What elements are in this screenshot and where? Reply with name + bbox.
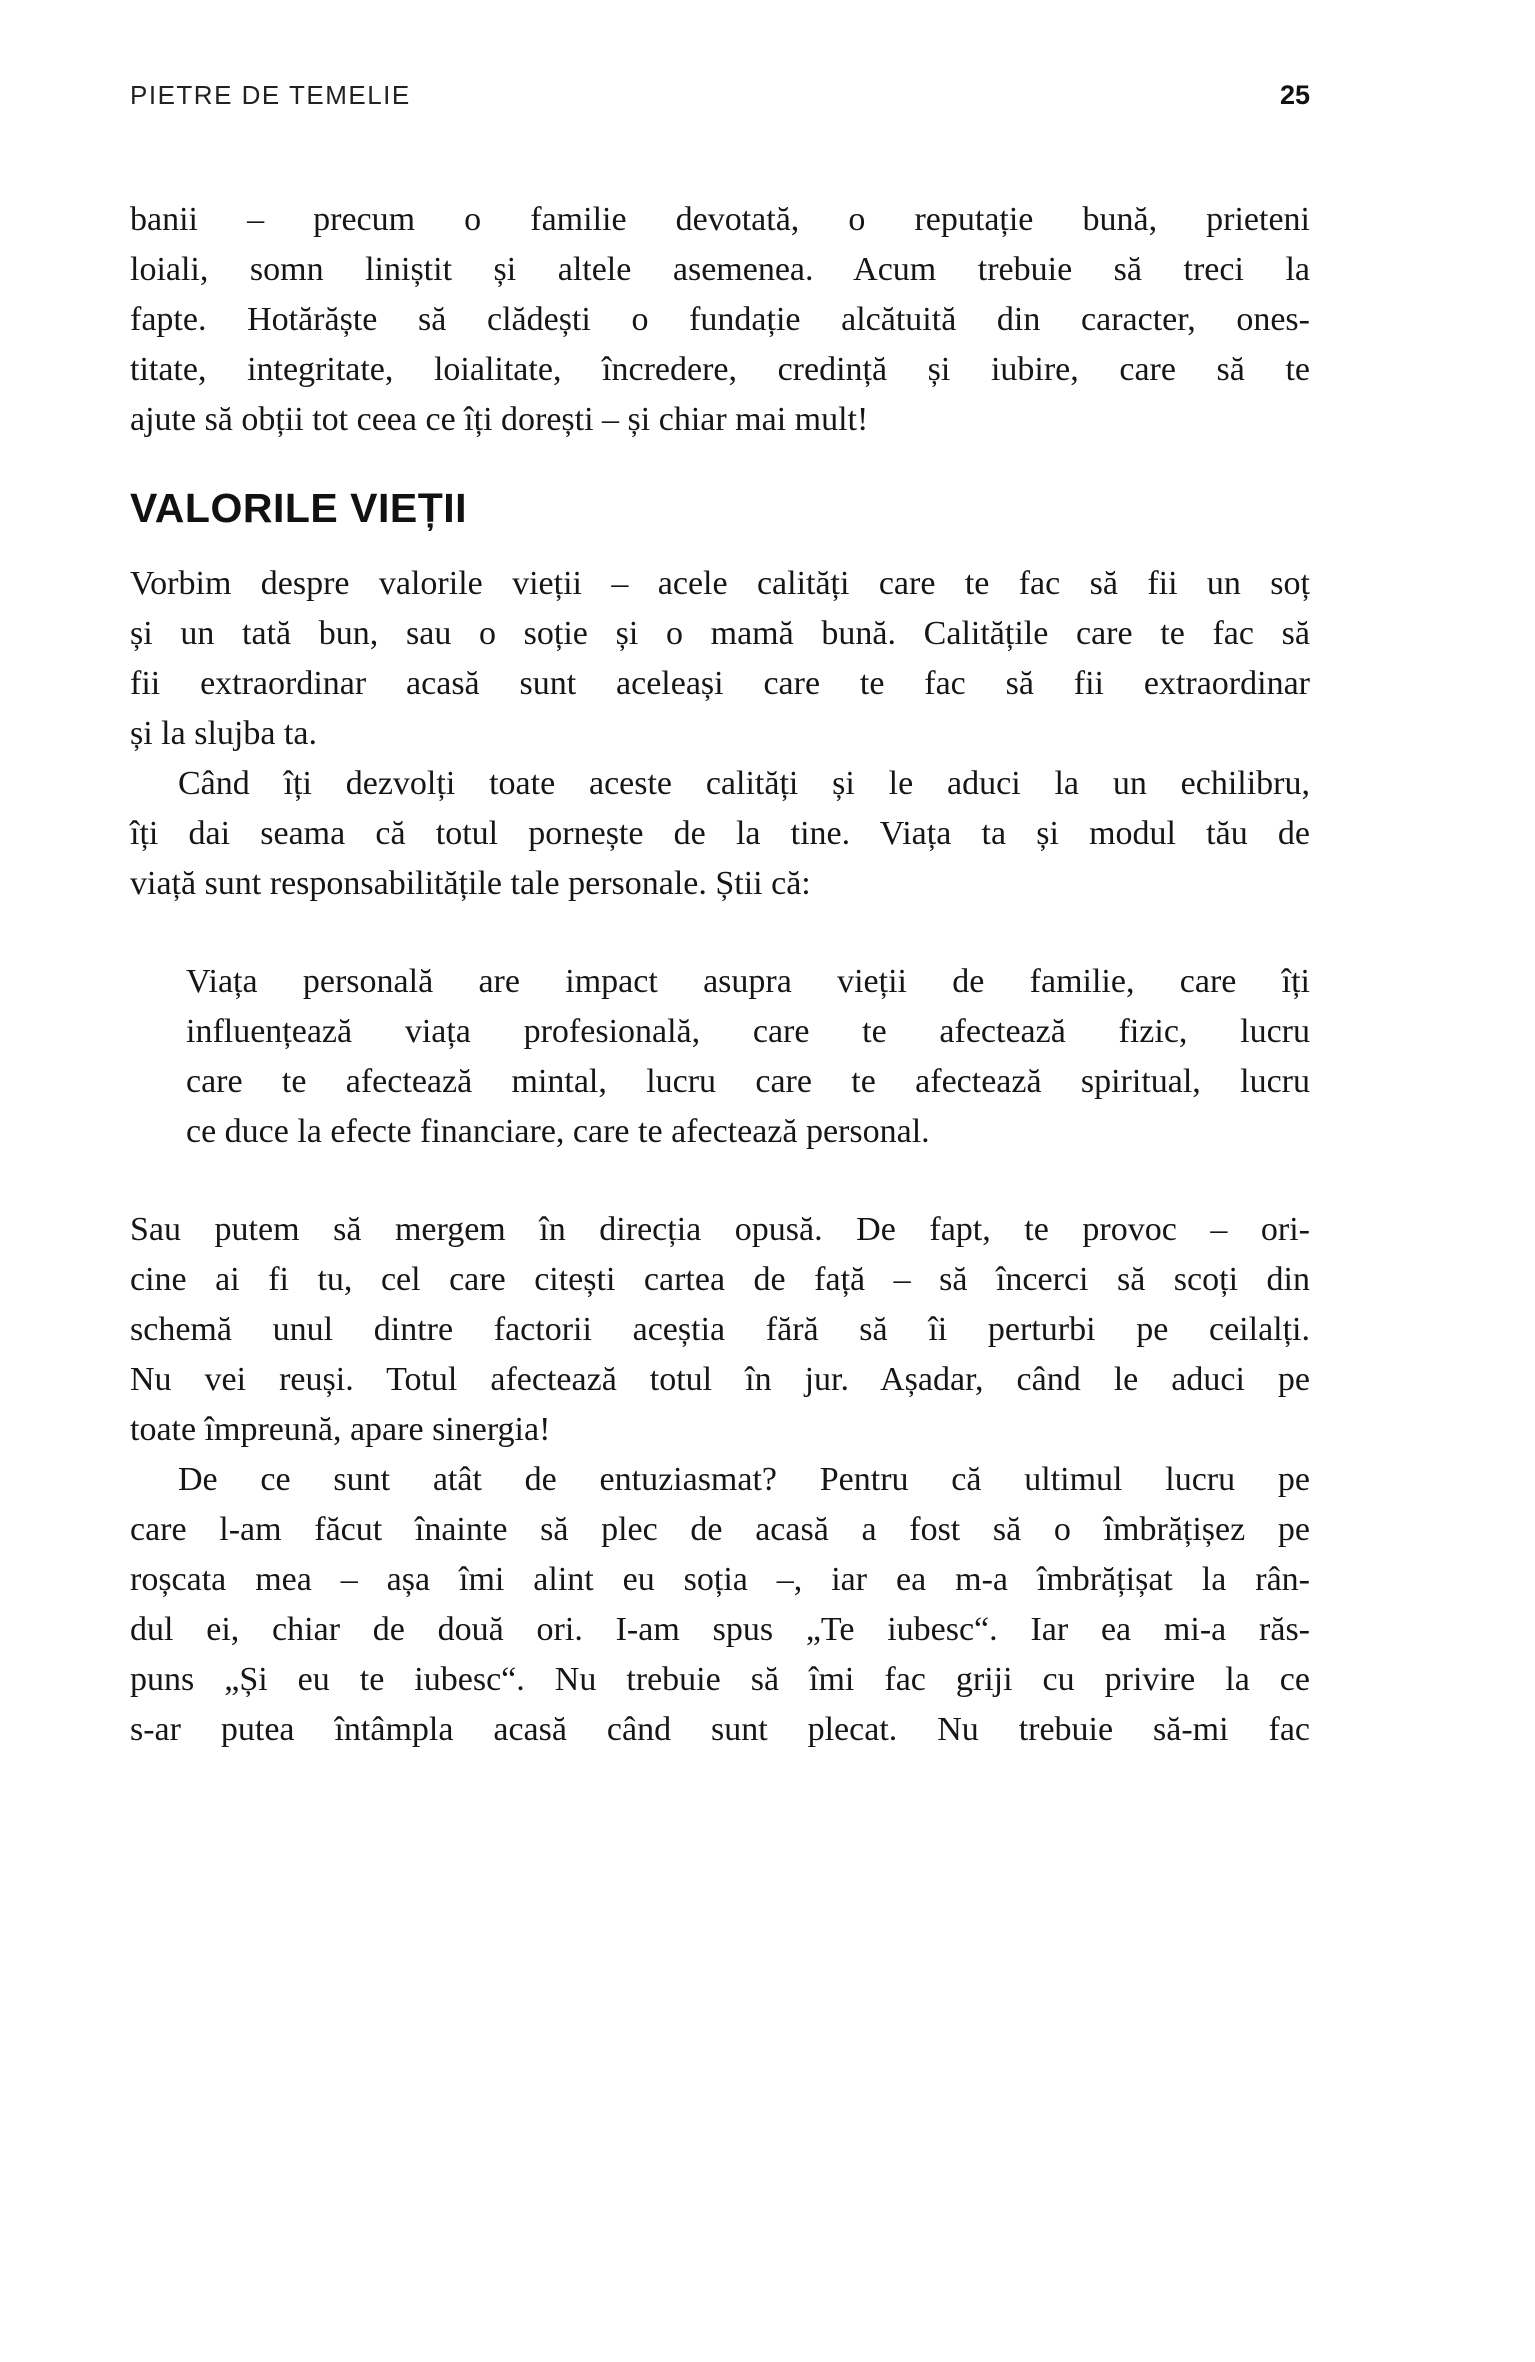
text-line: care te afectează mintal, lucru care te afectează spiritual, lucru xyxy=(186,1063,1310,1100)
paragraph xyxy=(130,759,1310,909)
text-line: roșcata mea – așa îmi alint eu soția –, iar ea m-a îmbrățișat la rân- xyxy=(130,1561,1310,1598)
page-content xyxy=(130,195,1310,1755)
text-line: banii – precum o familie devotată, o reputație bună, prieteni xyxy=(130,201,1310,238)
page-number: 25 xyxy=(1279,80,1310,110)
paragraph xyxy=(130,559,1310,759)
text-line: care l-am făcut înainte să plec de acasă a fost să o îmbrățișez pe xyxy=(130,1511,1310,1548)
paragraph xyxy=(130,1205,1310,1455)
text-line: loiali, somn liniștit și altele asemenea. Acum trebuie să treci la xyxy=(130,251,1310,288)
text-line: ajute să obții tot ceea ce îți dorești – și chiar mai mult! xyxy=(130,401,869,438)
text-line: puns „Și eu te iubesc“. Nu trebuie să îmi fac griji cu privire la ce xyxy=(130,1661,1310,1698)
text-line: dul ei, chiar de două ori. I-am spus „Te iubesc“. Iar ea mi-a răs- xyxy=(130,1611,1310,1648)
text-line: Sau putem să mergem în direcția opusă. De fapt, te provoc – ori- xyxy=(130,1211,1310,1248)
text-line: viață sunt responsabilitățile tale personale. Știi că: xyxy=(130,865,811,902)
text-line: cine ai fi tu, cel care citești cartea de față – să încerci să scoți din xyxy=(130,1261,1310,1298)
text-line: fii extraordinar acasă sunt aceleași care te fac să fii extraordinar xyxy=(130,665,1310,702)
text-line: influențează viața profesională, care te afectează fizic, lucru xyxy=(186,1013,1310,1050)
text-line: ce duce la efecte financiare, care te afectează personal. xyxy=(186,1113,930,1150)
text-line: și la slujba ta. xyxy=(130,715,317,752)
text-line: titate, integritate, loialitate, încredere, credință și iubire, care să te xyxy=(130,351,1310,388)
section-heading: VALORILE VIEȚII xyxy=(130,485,468,531)
text-line: fapte. Hotărăște să clădești o fundație alcătuită din caracter, ones- xyxy=(130,301,1310,338)
running-title: PIETRE DE TEMELIE xyxy=(130,80,411,110)
text-line: s-ar putea întâmpla acasă când sunt plecat. Nu trebuie să-mi fac xyxy=(130,1711,1310,1748)
text-line: De ce sunt atât de entuziasmat? Pentru că ultimul lucru pe xyxy=(178,1461,1310,1498)
text-line: Viața personală are impact asupra vieții de familie, care îți xyxy=(186,963,1310,1000)
text-line: Când îți dezvolți toate aceste calități și le aduci la un echilibru, xyxy=(178,765,1310,802)
text-line: Vorbim despre valorile vieții – acele calități care te fac să fii un soț xyxy=(130,565,1310,602)
text-line: schemă unul dintre factorii aceștia fără să îi perturbi pe ceilalți. xyxy=(130,1311,1310,1348)
text-line: și un tată bun, sau o soție și o mamă bună. Calitățile care te fac să xyxy=(130,615,1310,652)
text-line: îți dai seama că totul pornește de la tine. Viața ta și modul tău de xyxy=(130,815,1310,852)
paragraph xyxy=(130,1455,1310,1755)
text-line: Nu vei reuși. Totul afectează totul în jur. Așadar, când le aduci pe xyxy=(130,1361,1310,1398)
paragraph xyxy=(130,195,1310,445)
text-line: toate împreună, apare sinergia! xyxy=(130,1411,551,1448)
block-quote xyxy=(130,957,1310,1157)
page-header xyxy=(130,80,1310,111)
